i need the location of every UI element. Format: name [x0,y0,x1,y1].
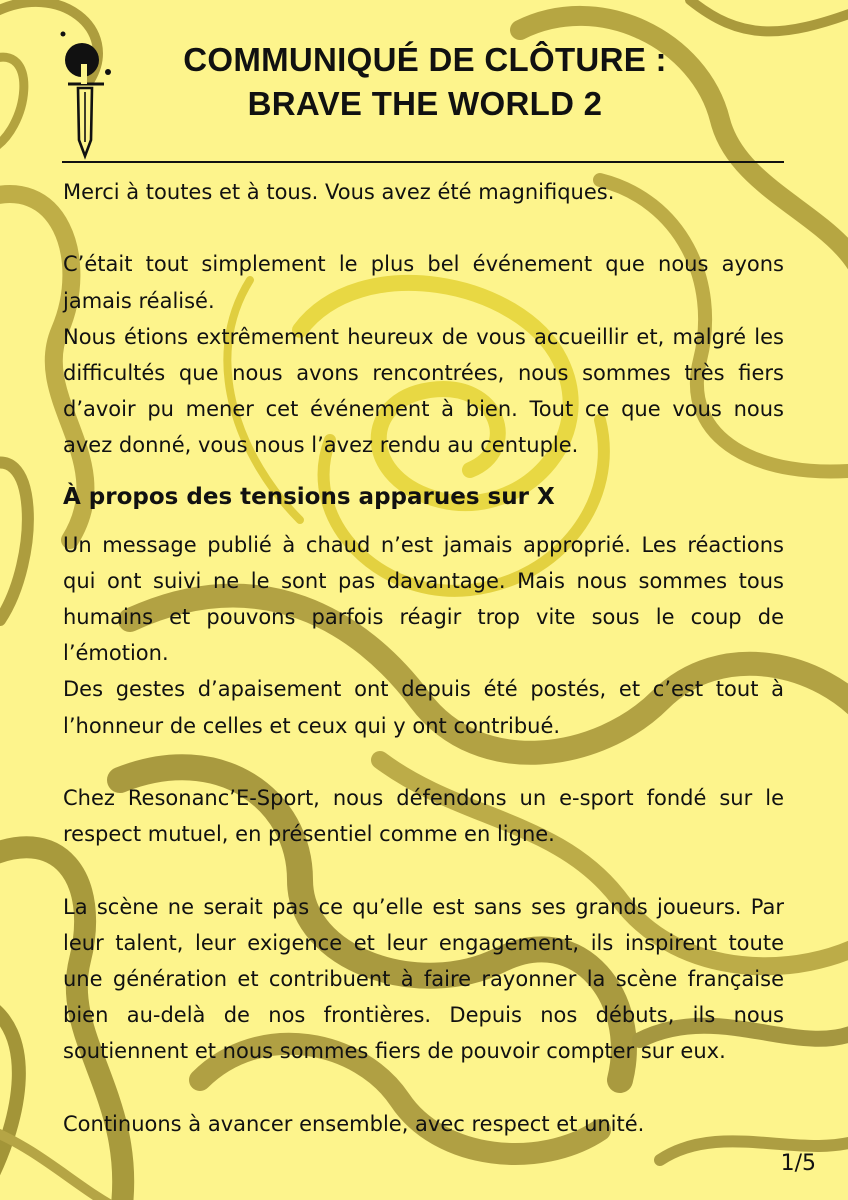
paragraph-5: Chez Resonanc’E-Sport, nous défendons un e-sport fondé sur le respect mutuel, en présentiel comme en ligne. [63,786,784,847]
paragraph-4: Des gestes d’apaisement ont depuis été postés, et c’est tout à l’honneur de celles et ceux qui y ont contribué. [63,677,784,738]
paragraph-6: La scène ne serait pas ce qu’elle est sans ses grands joueurs. Par leur talent, leur exigence et leur engagement, ils inspirent toute une génération et contribuent à faire rayonner la scène française bien au-delà de nos frontières. Depuis nos débuts, ils nous soutiennent et nous sommes fiers de pouvoir compter sur eux. [63,894,784,1064]
title-line-1: COMMUNIQUÉ DE CLÔTURE : [183,41,667,78]
paragraph-2: Nous étions extrêmement heureux de vous accueillir et, malgré les difficultés que nous avons rencontrées, nous sommes très fiers d’avoir pu mener cet événement à bien. Tout ce que vous nous avez donné, vous nous l’avez rendu au centuple. [63,324,784,458]
paragraph-1: C’était tout simplement le plus bel événement que nous ayons jamais réalisé. [63,252,784,313]
title-line-2: BRAVE THE WORLD 2 [247,85,603,122]
sword-sun-icon [58,28,122,160]
page-title [120,38,730,126]
document-body [63,174,784,1142]
page-indicator: 1/5 [780,1151,816,1176]
title-divider [62,161,784,163]
intro-paragraph: Merci à toutes et à tous. Vous avez été magnifiques. [63,180,615,204]
paragraph-7: Continuons à avancer ensemble, avec respect et unité. [63,1111,645,1136]
section-heading: À propos des tensions apparues sur X [63,483,555,510]
paragraph-3: Un message publié à chaud n’est jamais approprié. Les réactions qui ont suivi ne le sont pas davantage. Mais nous sommes tous humains et pouvons parfois réagir trop vite sous le coup de l’émotion. [63,532,784,666]
